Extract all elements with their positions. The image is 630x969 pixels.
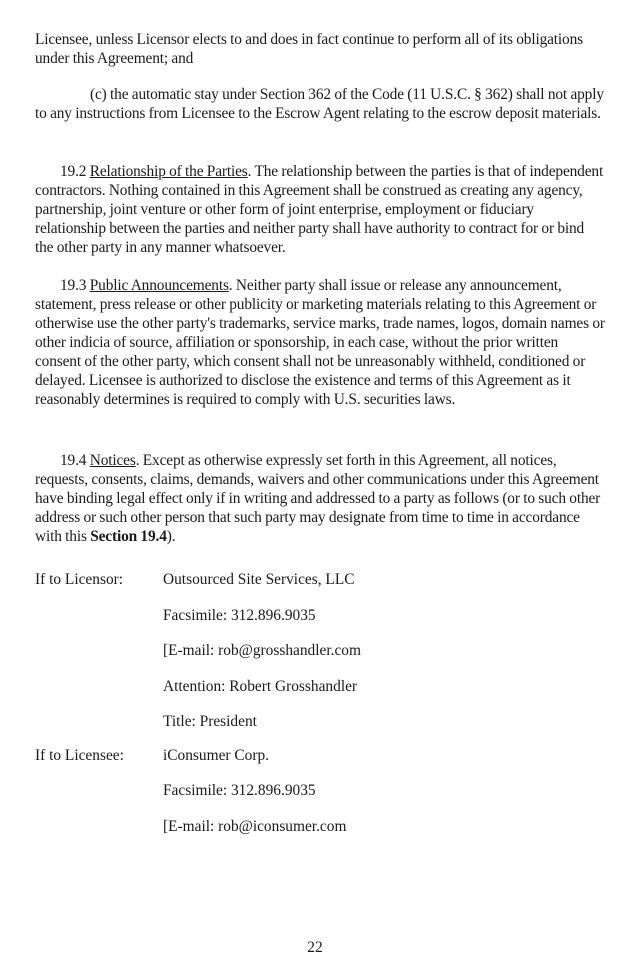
section-number: 19.3 — [60, 277, 90, 294]
section-heading: Public Announcements — [89, 277, 229, 294]
licensor-email: [E-mail: rob@grosshandler.com — [163, 642, 361, 659]
section-19-3 — [35, 276, 605, 409]
section-text-end: ). — [166, 528, 176, 545]
licensor-facsimile: Facsimile: 312.896.9035 — [163, 607, 316, 624]
section-text: . Neither party shall issue or release any announcement, statement, press release or other publicity or marketing materials relating to this Agreement or otherwise use the other party's trademarks, service marks, trade names, logos, domain names or other indicia of source, affiliation or sponsorship, in each case, without the prior written consent of the other party, which consent shall not be unreasonably withheld, conditioned or delayed. Licensee is authorized to disclose the existence and terms of this Agreement as it reasonably determines is required to comply with U.S. securities laws. — [35, 277, 605, 408]
paragraph-continuation: Licensee, unless Licensor elects to and does in fact continue to perform all of its obligations under this Agreement; and — [35, 31, 583, 67]
section-number: 19.4 — [60, 452, 90, 469]
licensee-name: iConsumer Corp. — [163, 747, 270, 764]
page-number: 22 — [307, 939, 323, 956]
licensee-label: If to Licensee: — [35, 747, 124, 764]
section-19-4 — [35, 451, 605, 546]
licensor-label: If to Licensor: — [35, 571, 124, 588]
section-heading: Relationship of the Parties — [89, 163, 248, 180]
licensee-email: [E-mail: rob@iconsumer.com — [163, 818, 347, 835]
section-text: . Except as otherwise expressly set forth in this Agreement, all notices, requests, consents, claims, demands, waivers and other communications under this Agreement have binding legal effect only if in writing and addressed to a party as follows (or to such other address or such other person that such party may designate from time to time in accordance with this — [35, 452, 601, 545]
licensor-name: Outsourced Site Services, LLC — [163, 571, 355, 588]
section-19-2 — [35, 162, 605, 257]
licensor-attention: Attention: Robert Grosshandler — [163, 678, 358, 695]
section-reference: Section 19.4 — [90, 528, 167, 545]
licensor-title: Title: President — [163, 713, 257, 730]
paragraph-c: (c) the automatic stay under Section 362 of the Code (11 U.S.C. § 362) shall not apply to any instructions from Licensee to the Escrow Agent relating to the escrow deposit materials. — [35, 86, 604, 122]
licensee-facsimile: Facsimile: 312.896.9035 — [163, 782, 316, 799]
section-text: . The relationship between the parties is that of independent contractors. Nothing contained in this Agreement shall be construed as creating any agency, partnership, joint venture or other form of joint enterprise, employment or fiduciary relationship between the parties and neither party shall have authority to contract for or bind the other party in any manner whatsoever. — [35, 163, 604, 256]
section-heading: Notices — [89, 452, 136, 469]
section-number: 19.2 — [60, 163, 90, 180]
